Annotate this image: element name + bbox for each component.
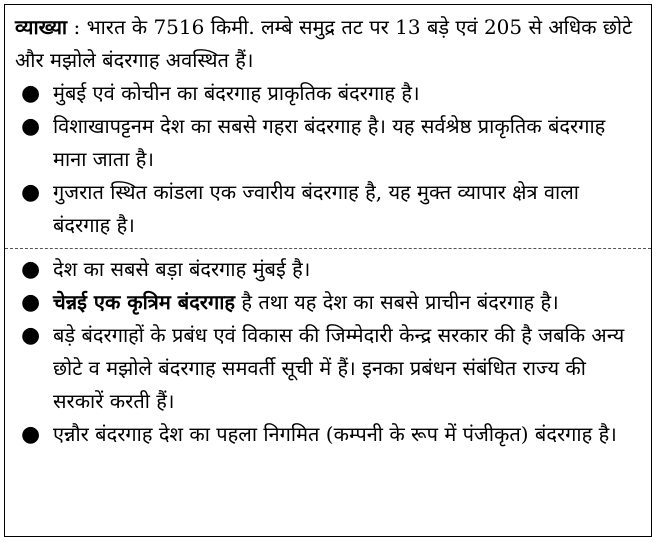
list-item-text: देश का सबसे बड़ा बंदरगाह मुंबई है। bbox=[53, 257, 311, 281]
list-item bbox=[15, 110, 641, 176]
bullet-icon: ● bbox=[21, 257, 41, 282]
list-item-text: है तथा यह देश का सबसे प्राचीन बंदरगाह है। bbox=[235, 290, 559, 314]
list-item-bold-text: चेन्नई एक कृत्रिम बंदरगाह bbox=[53, 290, 236, 314]
list-item bbox=[15, 253, 641, 286]
list-item-text: विशाखापट्टनम देश का सबसे गहरा बंदरगाह है। यह सर्वश्रेष्ठ प्राकृतिक बंदरगाह माना जाता है। bbox=[53, 114, 606, 171]
points-list-bottom bbox=[15, 253, 641, 451]
list-item bbox=[15, 176, 641, 242]
section-divider bbox=[5, 248, 651, 249]
bullet-icon: ● bbox=[21, 180, 41, 205]
list-item-text: मुंबई एवं कोचीन का बंदरगाह प्राकृतिक बंदरगाह है। bbox=[53, 81, 420, 105]
label-separator: : bbox=[67, 15, 87, 39]
points-list-top bbox=[15, 77, 641, 242]
list-item bbox=[15, 418, 641, 451]
list-item-text: एन्नौर बंदरगाह देश का पहला निगमित (कम्पनी के रूप में पंजीकृत) बंदरगाह है। bbox=[53, 422, 617, 446]
list-item-text: गुजरात स्थित कांडला एक ज्वारीय बंदरगाह है, यह मुक्त व्यापार क्षेत्र वाला बंदरगाह है। bbox=[53, 180, 579, 237]
explanation-box bbox=[4, 4, 652, 537]
bullet-icon: ● bbox=[21, 422, 41, 447]
list-item bbox=[15, 77, 641, 110]
list-item bbox=[15, 319, 641, 418]
bullet-icon: ● bbox=[21, 81, 41, 106]
bullet-icon: ● bbox=[21, 114, 41, 139]
intro-text: भारत के 7516 किमी. लम्बे समुद्र तट पर 13 बड़े एवं 205 से अधिक छोटे और मझोले बंदरगाह अवस्थित हैं। bbox=[15, 15, 633, 72]
bullet-icon: ● bbox=[21, 323, 41, 348]
bullet-icon: ● bbox=[21, 290, 41, 315]
list-item-text: बड़े बंदरगाहों के प्रबंध एवं विकास की जिम्मेदारी केन्द्र सरकार की है जबकि अन्य छोटे व मझोले बंदरगाह समवर्ती सूची में हैं। इनका प्रबंधन संबंधित राज्य की सरकारें करती हैं। bbox=[53, 323, 625, 413]
list-item bbox=[15, 286, 641, 319]
intro-paragraph bbox=[15, 11, 641, 77]
explanation-label: व्याख्या bbox=[15, 15, 68, 39]
